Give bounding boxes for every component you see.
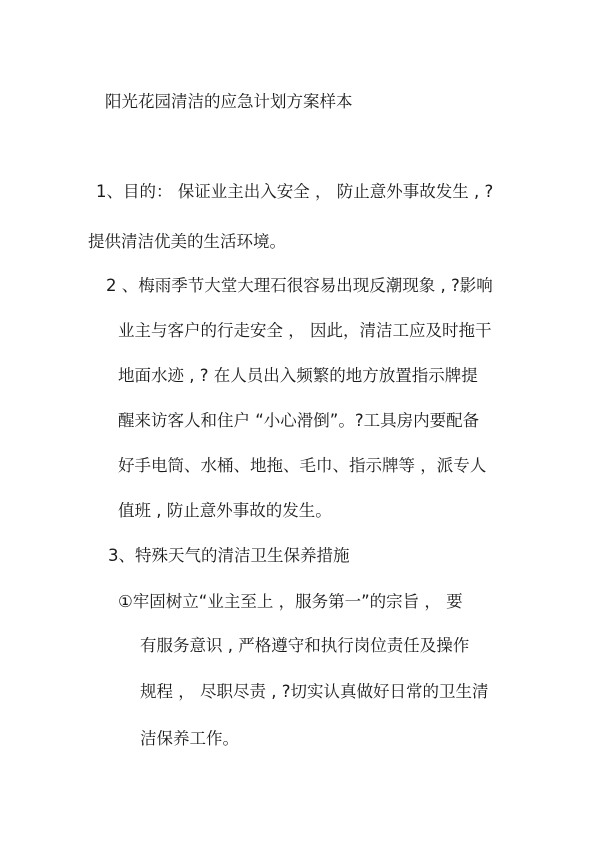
paragraph-line: 1、目的： 保证业主出入安全 ， 防止意外事故发生 , ?	[96, 182, 494, 201]
paragraph-line: 值班 , 防止意外事故的发生。	[118, 501, 332, 520]
paragraph-line: 规程 ， 尽职尽责 , ?切实认真做好日常的卫生清	[140, 682, 489, 701]
paragraph-line: 有服务意识 , 严格遵守和执行岗位责任及操作	[140, 636, 470, 655]
paragraph-line: 醒来访客人和住户 “小心滑倒”。?工具房内要配备	[118, 411, 480, 430]
paragraph-line: 好手电筒、水桶、地拖、毛巾、指示牌等 ，派专人	[118, 456, 487, 475]
paragraph-line: 业主与客户的行走安全 ， 因此，清洁工应及时拖干	[118, 321, 492, 340]
document-title: 阳光花园清洁的应急计划方案样本	[105, 92, 353, 111]
paragraph-line: 洁保养工作。	[140, 729, 239, 748]
paragraph-line: 地面水迹 , ? 在人员出入频繁的地方放置指示牌提	[118, 366, 478, 385]
section-heading: 3、特殊天气的清洁卫生保养措施	[108, 546, 350, 565]
paragraph-line: 提供清洁优美的生活环境。	[88, 232, 286, 251]
paragraph-line: 2 、梅雨季节大堂大理石很容易出现反潮现象 , ?影响	[106, 276, 493, 295]
paragraph-line: ①牢固树立“业主至上 ，服务第一”的宗旨 ， 要	[118, 592, 463, 611]
